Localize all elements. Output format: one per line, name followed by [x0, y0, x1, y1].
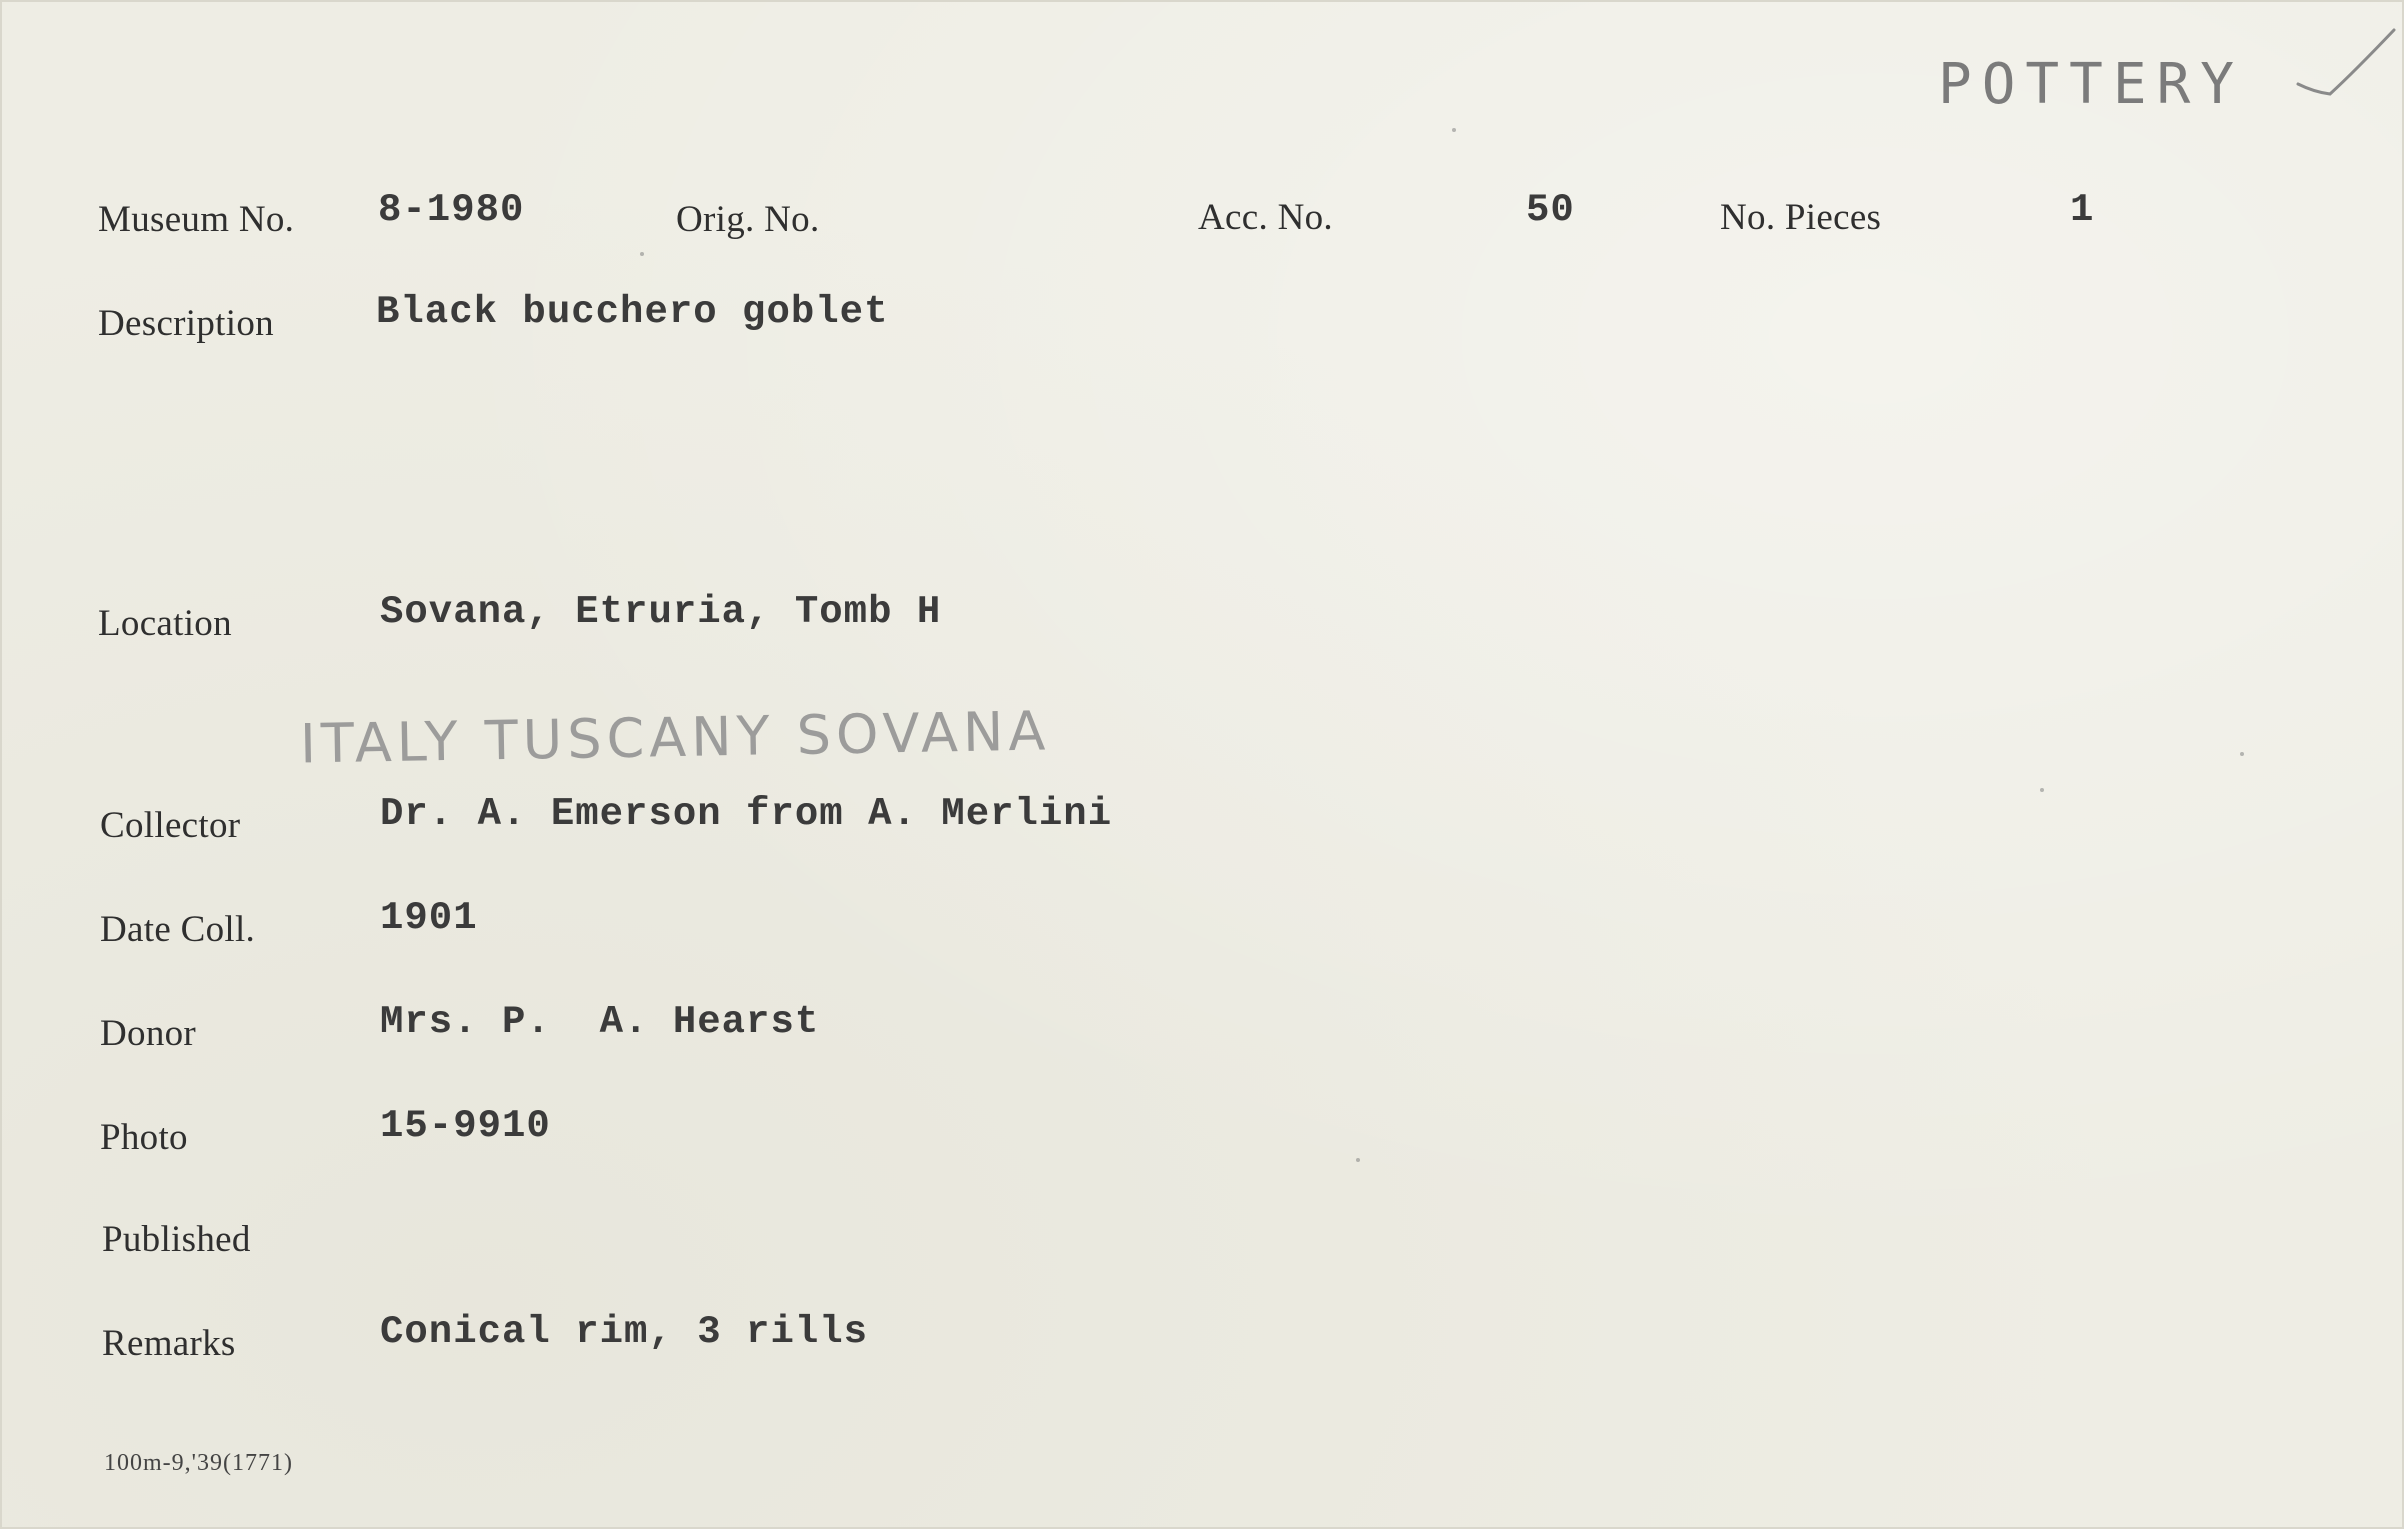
collector-label: Collector [100, 805, 241, 846]
photo-value: 15-9910 [380, 1104, 551, 1148]
paper-speck [640, 252, 644, 256]
no-pieces-value: 1 [2070, 188, 2095, 232]
location-stamp: ITALY TUSCANY SOVANA [299, 699, 1051, 776]
description-value: Black bucchero goblet [376, 290, 889, 334]
published-label: Published [102, 1219, 251, 1260]
acc-no-label: Acc. No. [1198, 197, 1333, 238]
museum-no-value: 8-1980 [378, 188, 525, 232]
date-coll-value: 1901 [380, 896, 478, 940]
location-value: Sovana, Etruria, Tomb H [380, 590, 942, 634]
acc-no-value: 50 [1526, 188, 1575, 232]
museum-no-label: Museum No. [98, 199, 295, 240]
no-pieces-label: No. Pieces [1720, 197, 1882, 238]
location-label: Location [98, 603, 232, 644]
paper-speck [2040, 788, 2044, 792]
paper-speck [1356, 1158, 1360, 1162]
donor-value: Mrs. P. A. Hearst [380, 1000, 820, 1044]
category-stamp: POTTERY [1938, 52, 2245, 117]
donor-label: Donor [100, 1013, 197, 1054]
orig-no-label: Orig. No. [676, 199, 820, 240]
remarks-label: Remarks [102, 1323, 236, 1364]
remarks-value: Conical rim, 3 rills [380, 1310, 869, 1354]
photo-label: Photo [100, 1117, 188, 1158]
print-code: 100m-9,'39(1771) [104, 1450, 293, 1476]
paper-speck [2240, 752, 2244, 756]
paper-speck [1452, 128, 1456, 132]
check-mark-icon [2292, 22, 2402, 102]
date-coll-label: Date Coll. [100, 909, 256, 950]
description-label: Description [98, 303, 274, 344]
collector-value: Dr. A. Emerson from A. Merlini [380, 792, 1113, 836]
